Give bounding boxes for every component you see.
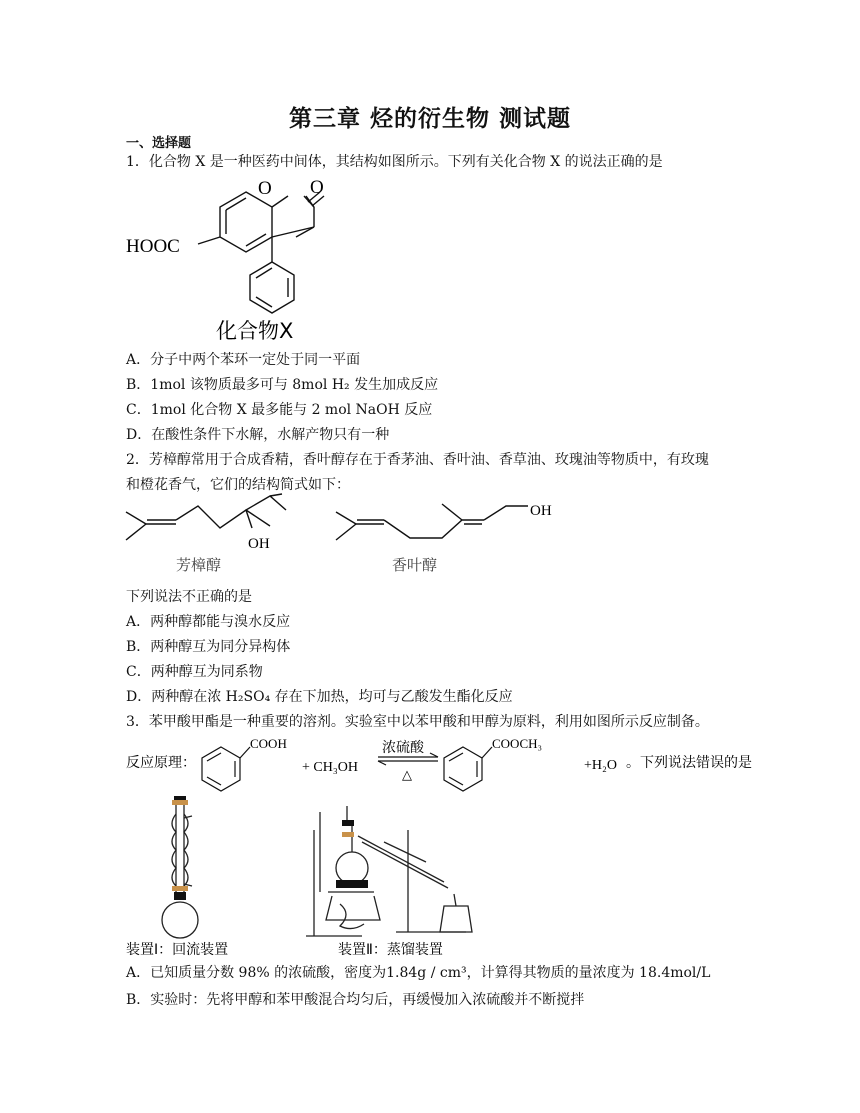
compound-x-structure <box>126 172 336 344</box>
page-title: 第三章 烃的衍生物 测试题 <box>288 105 571 132</box>
linalool-oh-label: OH <box>248 536 270 552</box>
reaction-equation <box>126 733 752 793</box>
heat-symbol: △ <box>402 767 412 782</box>
reaction-prefix: 反应原理： <box>126 755 196 771</box>
question-2-prompt: 下列说法不正确的是 <box>126 589 252 605</box>
question-2-stem-line1: 2．芳樟醇常用于合成香精，香叶醇存在于香茅油、香叶油、香草油、玫瑰油等物质中，有玫瑰 <box>126 452 709 468</box>
q2-option-c: C．两种醇互为同系物 <box>126 664 263 680</box>
cooch3-label: COOCH₃ <box>492 736 543 751</box>
question-2-stem-line2: 和橙花香气，它们的结构简式如下： <box>126 477 350 493</box>
section-heading: 一、选择题 <box>126 136 192 151</box>
q3-option-a: A．已知质量分数 98% 的浓硫酸，密度为1.84g / cm³，计算得其物质的量浓度为 18.4mol/L <box>126 965 711 981</box>
water-label: +H₂O <box>584 758 617 773</box>
linalool-caption: 芳樟醇 <box>176 556 222 574</box>
apparatus-1-caption: 装置Ⅰ：回流装置 <box>126 942 229 958</box>
q1-option-d: D．在酸性条件下水解，水解产物只有一种 <box>126 427 390 443</box>
apparatus-diagram <box>126 796 476 961</box>
q3-option-b: B．实验时：先将甲醇和苯甲酸混合均匀后，再缓慢加入浓硫酸并不断搅拌 <box>126 992 585 1008</box>
ring-oxygen-label: O <box>258 178 272 199</box>
apparatus-2-caption: 装置Ⅱ：蒸馏装置 <box>338 942 443 958</box>
carbonyl-oxygen-label: O <box>310 177 324 198</box>
q2-option-b: B．两种醇互为同分异构体 <box>126 639 291 655</box>
methanol-label: + CH₃OH <box>302 760 358 775</box>
geraniol-oh-label: OH <box>530 503 552 519</box>
hooc-label: HOOC <box>126 236 180 257</box>
q2-option-a: A．两种醇都能与溴水反应 <box>126 614 291 630</box>
cooh-label: COOH <box>250 736 287 751</box>
geraniol-caption: 香叶醇 <box>392 556 438 574</box>
question-3-stem: 3．苯甲酸甲酯是一种重要的溶剂。实验室中以苯甲酸和甲醇为原料，利用如图所示反应制备。 <box>126 714 709 730</box>
alcohols-structures <box>120 496 570 580</box>
compound-x-caption: 化合物X <box>216 319 294 343</box>
reaction-suffix: 。下列说法错误的是 <box>626 755 752 771</box>
catalyst-label: 浓硫酸 <box>382 740 424 756</box>
q1-option-a: A．分子中两个苯环一定处于同一平面 <box>126 352 361 368</box>
question-1-stem: 1．化合物 X 是一种医药中间体，其结构如图所示。下列有关化合物 X 的说法正确的是 <box>126 154 663 170</box>
q2-option-d: D．两种醇在浓 H₂SO₄ 存在下加热，均可与乙酸发生酯化反应 <box>126 689 513 705</box>
q1-option-b: B．1mol 该物质最多可与 8mol H₂ 发生加成反应 <box>126 377 439 393</box>
q1-option-c: C．1mol 化合物 X 最多能与 2 mol NaOH 反应 <box>126 402 433 418</box>
